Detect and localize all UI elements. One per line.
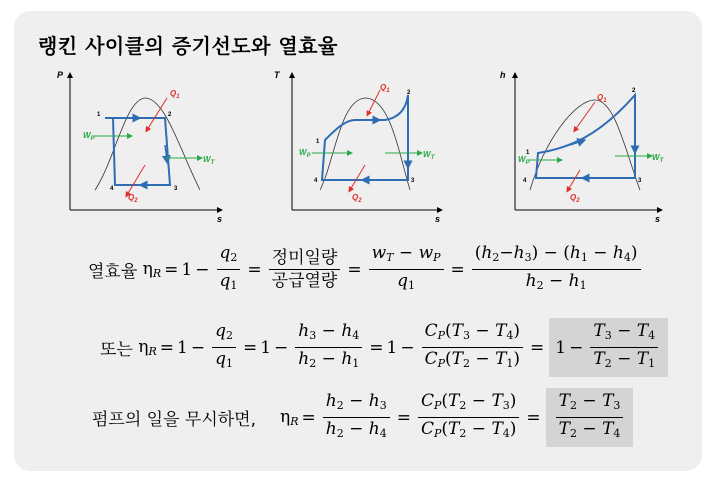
x-axis-label: s [435, 214, 441, 224]
svg-text:1: 1 [97, 112, 101, 118]
svg-text:3: 3 [174, 186, 178, 192]
x-axis-label: s [217, 214, 223, 224]
cycle-path [105, 118, 170, 185]
svg-text:Q2: $Q_2$ [352, 193, 362, 204]
q2-arrow [350, 165, 365, 190]
ts-diagram [274, 70, 460, 230]
svg-text:Q1: $Q_1$ [170, 89, 180, 100]
q1-arrow [575, 102, 595, 130]
pv-diagram [55, 70, 235, 230]
svg-text:WP: $W_P$ [299, 148, 311, 159]
saturation-dome [320, 98, 410, 190]
svg-text:2: 2 [168, 112, 172, 118]
svg-text:1: 1 [316, 139, 320, 145]
efficiency-equation-2: 또는 $\eta_R$ = 1 − $\frac{q_2}{q_1}$ = 1 − $\frac{h_3 - h_4}{h_2 - h_1}$ = 1 − $\frac{C_P(T_3 - T_4)}{C_P(T_2 - T_1)}$ = 1 − $\frac{T_3 - T_4}{T_2 - T_1}$ [100, 318, 668, 377]
svg-text:2: 2 [407, 90, 411, 96]
q1-arrow [368, 90, 380, 114]
svg-text:Q2: $Q_2$ [570, 193, 580, 204]
svg-text:3: 3 [411, 178, 415, 184]
svg-text:4: 4 [523, 178, 527, 184]
efficiency-equation-1: 열효율 $\eta_R$ = 1 − $\frac{q_2}{q_1}$ = $\frac{\text{정미일량}}{\text{공급열량}}$ = $\frac{w_T - w_P}{q_1}$ = $\frac{(h_2-h_3) - (h_1 - h_4)}{h_2 - h_1}$ [88, 242, 645, 297]
y-axis-label: P [57, 70, 64, 80]
highlight-box-2: $\frac{T_2 - T_3}{T_2 - T_4}$ [546, 388, 634, 447]
svg-text:1: 1 [526, 150, 530, 156]
svg-text:WT: $W_T$ [423, 150, 435, 161]
saturation-dome [95, 98, 200, 190]
saturation-dome [530, 100, 640, 190]
svg-text:3: 3 [638, 178, 642, 184]
svg-text:WP: $W_P$ [83, 131, 95, 142]
page-title: 랭킨 사이클의 증기선도와 열효율 [38, 34, 338, 58]
x-axis-label: s [655, 214, 661, 224]
svg-text:WP: $W_P$ [518, 155, 530, 166]
q2-arrow [568, 170, 580, 190]
hs-diagram [500, 70, 680, 230]
svg-text:Q1: $Q_1$ [380, 83, 390, 94]
svg-text:4: 4 [314, 178, 318, 184]
svg-text:2: 2 [632, 88, 636, 94]
y-axis-label: h [500, 70, 506, 80]
y-axis-label: T [274, 70, 280, 80]
efficiency-equation-3: 펌프의 일을 무시하면, $\eta_R$ = $\frac{h_2 - h_3}{h_2 - h_4}$ = $\frac{C_P(T_2 - T_3)}{C_P(T_2 - T_4)}$ = $\frac{T_2 - T_3}{T_2 - T_4}$ [92, 388, 633, 447]
svg-text:4: 4 [110, 186, 114, 192]
svg-text:WT: $W_T$ [203, 155, 215, 166]
cycle-path [536, 95, 635, 178]
q2-arrow [127, 165, 145, 195]
svg-text:Q1: $Q_1$ [597, 93, 607, 104]
highlight-box-1: 1 − $\frac{T_3 - T_4}{T_2 - T_1}$ [549, 318, 668, 377]
svg-text:WT: $W_T$ [652, 153, 664, 164]
svg-text:Q2: $Q_2$ [128, 193, 138, 204]
